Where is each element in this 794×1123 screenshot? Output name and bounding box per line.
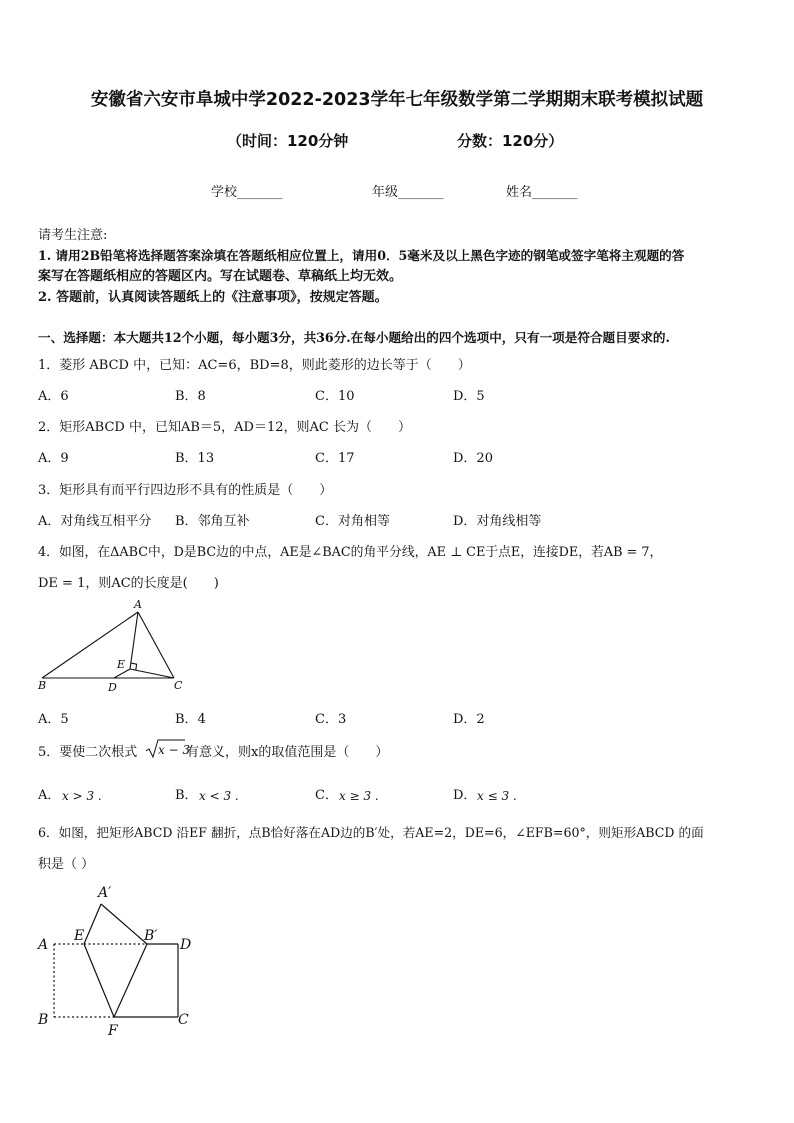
q6-label-b: B [38, 1012, 49, 1028]
q6-label-a-prime: A′ [98, 885, 112, 901]
q1-option-d: D．5 [453, 389, 485, 404]
q2-option-b: B．13 [175, 451, 215, 466]
notes-line-1a: 1. 请用2B铅笔将选择题答案涂填在答题纸相应位置上，请用0．5毫米及以上黑色字迹的钢笔或签字笔将主观题的答 [38, 248, 685, 263]
q1-option-c: C．10 [315, 389, 355, 404]
q4-label-d: D [108, 681, 117, 694]
q1-option-b: B．8 [175, 389, 206, 404]
q4-segment-ce [130, 669, 174, 678]
q2-option-a: A．9 [38, 451, 69, 466]
school-field: 学校_______ [211, 185, 283, 200]
q2-option-c: C．17 [315, 451, 355, 466]
q3-option-b: B．邻角互补 [175, 514, 250, 529]
q5-option-c-math: x ≥ 3 . [339, 789, 379, 803]
question-6-line-1: 6．如图，把矩形ABCD 沿EF 翻折，点B恰好落在AD边的B′处，若AE=2，DE=6，∠EFB=60°，则矩形ABCD 的面 [38, 825, 704, 840]
q5-option-d-math: x ≤ 3 . [477, 789, 517, 803]
q6-label-d: D [180, 937, 192, 953]
q6-label-e: E [74, 928, 85, 944]
q6-segment-ef [84, 944, 114, 1017]
question-5-prefix: 5．要使二次根式 [38, 745, 138, 760]
q6-label-a: A [38, 937, 49, 953]
q5-option-c: C． [315, 788, 338, 803]
q4-label-b: B [38, 679, 47, 692]
question-5-suffix: 有意义，则x的取值范围是（ ） [186, 745, 389, 760]
q5-option-a-math: x > 3 . [62, 789, 102, 803]
q6-label-f: F [108, 1023, 118, 1039]
notes-line-2: 2. 答题前，认真阅读答题纸上的《注意事项》，按规定答题。 [38, 290, 388, 305]
q5-radicand: x − 3 [158, 743, 191, 757]
question-2: 2．矩形ABCD 中，已知AB＝5，AD＝12，则AC 长为（ ） [38, 420, 411, 435]
q5-option-b: B． [175, 788, 198, 803]
q4-option-c: C．3 [315, 712, 347, 727]
q2-option-d: D．20 [453, 451, 493, 466]
page-title: 安徽省六安市阜城中学2022-2023学年七年级数学第二学期期末联考模拟试题 [90, 90, 704, 110]
q4-triangle-figure [34, 596, 194, 696]
question-4-line-1: 4．如图，在ΔABC中，D是BC边的中点，AE是∠BAC的角平分线，AE ⊥ CE于点E，连接DE，若AB = 7， [38, 545, 663, 560]
q5-option-d: D． [453, 788, 477, 803]
grade-field: 年级_______ [372, 185, 444, 200]
q4-option-b: B．4 [175, 712, 206, 727]
q5-option-a: A． [38, 788, 61, 803]
q3-option-a: A．对角线互相平分 [38, 514, 152, 529]
q4-label-e: E [117, 658, 126, 671]
q6-label-c: C [178, 1012, 189, 1028]
question-1: 1．菱形 ABCD 中，已知：AC=6，BD=8，则此菱形的边长等于（ ） [38, 358, 471, 373]
notes-line-1b: 案写在答题纸相应的答题区内。写在试题卷、草稿纸上均无效。 [38, 269, 403, 284]
q6-label-b-prime: B′ [144, 928, 158, 944]
q4-segment-ae [130, 612, 138, 669]
name-field: 姓名_______ [506, 185, 578, 200]
q4-label-a: A [134, 598, 142, 611]
q3-option-c: C．对角相等 [315, 514, 390, 529]
q6-segment-ea2 [84, 904, 101, 944]
q4-option-a: A．5 [38, 712, 69, 727]
q5-option-b-math: x < 3 . [199, 789, 239, 803]
q4-label-c: C [174, 679, 183, 692]
notes-heading: 请考生注意: [38, 228, 108, 243]
q1-option-a: A．6 [38, 389, 69, 404]
exam-time: （时间：120分钟 [227, 132, 349, 150]
q6-segment-a2b2 [101, 904, 147, 944]
q6-segment-fb2 [114, 944, 147, 1017]
question-4-line-2: DE = 1，则AC的长度是( ) [38, 576, 219, 591]
q6-rectangle-figure [30, 875, 210, 1045]
q3-option-d: D．对角线相等 [453, 514, 542, 529]
question-3: 3．矩形具有而平行四边形不具有的性质是（ ） [38, 483, 333, 498]
q4-segment-ac [138, 612, 174, 678]
section-heading: 一、选择题：本大题共12个小题，每小题3分，共36分.在每小题给出的四个选项中，只有一项是符合题目要求的. [38, 330, 670, 345]
question-6-line-2: 积是（ ） [38, 857, 95, 872]
exam-score: 分数：120分） [457, 132, 564, 150]
q4-option-d: D．2 [453, 712, 485, 727]
